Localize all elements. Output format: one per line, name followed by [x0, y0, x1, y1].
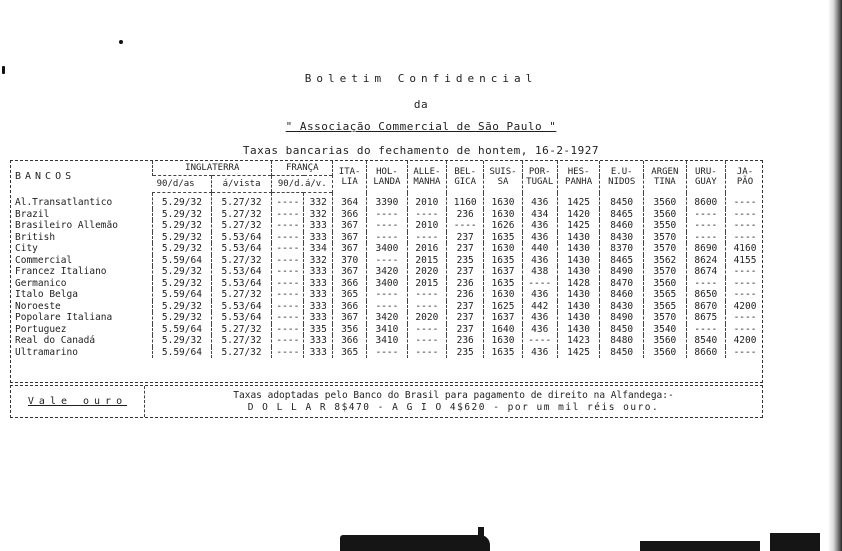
- rate-cell-fr_vista: 333: [304, 335, 333, 347]
- rate-cell-italia: 366: [333, 278, 367, 290]
- rate-cell-japao: ----: [726, 312, 764, 324]
- rate-cell-italia: 370: [333, 255, 367, 267]
- rate-cell-allemanha: 2016: [407, 243, 446, 255]
- rate-cell-italia: 367: [333, 312, 367, 324]
- rate-cell-argentina: 3540: [644, 324, 687, 336]
- association-name: " Associação Commercial de São Paulo ": [285, 120, 557, 133]
- rate-cell-italia: 364: [333, 193, 367, 209]
- column-header: 90/d.á/v.: [272, 176, 333, 193]
- table-row: [11, 266, 764, 278]
- rate-cell-hollanda: 3390: [367, 193, 407, 209]
- column-header: POR- TUGAL: [522, 161, 557, 193]
- rate-cell-belgica: 235: [447, 347, 484, 359]
- column-header: ARGEN TINA: [644, 161, 687, 193]
- table-row: [11, 209, 764, 221]
- scan-speck: [119, 40, 123, 44]
- rate-cell-hollanda: 3420: [367, 312, 407, 324]
- rate-cell-uruguay: 8660: [686, 347, 725, 359]
- rate-cell-allemanha: 2010: [407, 220, 446, 232]
- rate-cell-ing_90: 5.29/32: [153, 243, 212, 255]
- vale-ouro-text: [145, 386, 762, 417]
- rate-cell-japao: ----: [726, 220, 764, 232]
- rate-cell-hespanha: 1425: [557, 347, 600, 359]
- rate-cell-suissa: 1626: [484, 220, 522, 232]
- rate-cell-ing_vista: 5.27/32: [211, 255, 272, 267]
- rate-cell-eunidos: 8480: [600, 335, 644, 347]
- rate-cell-ing_vista: 5.27/32: [211, 335, 272, 347]
- rate-cell-uruguay: ----: [686, 232, 725, 244]
- bank-name: Francez Italiano: [15, 266, 107, 278]
- rate-cell-suissa: 1637: [484, 312, 522, 324]
- rate-cell-allemanha: ----: [407, 335, 446, 347]
- rate-cell-portugal: ----: [522, 335, 557, 347]
- table-row: [11, 312, 764, 324]
- rate-cell-belgica: 237: [447, 243, 484, 255]
- rate-cell-suissa: 1635: [484, 255, 522, 267]
- rate-cell-belgica: 237: [447, 232, 484, 244]
- rate-cell-allemanha: 2010: [407, 193, 446, 209]
- rate-cell-eunidos: 8450: [600, 324, 644, 336]
- rate-cell-belgica: 236: [447, 289, 484, 301]
- rate-cell-belgica: 237: [447, 324, 484, 336]
- rate-cell-fr_vista: 333: [304, 289, 333, 301]
- rate-cell-ing_90: 5.29/32: [153, 232, 212, 244]
- rate-cell-hespanha: 1430: [557, 301, 600, 313]
- column-header: SUIS- SA: [484, 161, 522, 193]
- rate-cell-japao: 4160: [726, 243, 764, 255]
- rate-cell-fr_90: ----: [272, 347, 304, 359]
- rates-table: [11, 161, 764, 358]
- rate-cell-hollanda: ----: [367, 301, 407, 313]
- rate-cell-fr_vista: 332: [304, 193, 333, 209]
- rate-cell-belgica: 237: [447, 301, 484, 313]
- rate-cell-italia: 367: [333, 266, 367, 278]
- rate-cell-fr_90: ----: [272, 312, 304, 324]
- rate-cell-suissa: 1630: [484, 335, 522, 347]
- rate-cell-belgica: 236: [447, 209, 484, 221]
- rate-cell-fr_90: ----: [272, 289, 304, 301]
- rate-cell-eunidos: 8430: [600, 301, 644, 313]
- rate-cell-fr_vista: 333: [304, 301, 333, 313]
- bank-name: Brazil: [15, 208, 50, 220]
- bancos-header: BANCOS: [15, 170, 76, 182]
- rate-cell-suissa: 1630: [484, 289, 522, 301]
- rate-cell-ing_90: 5.29/32: [153, 209, 212, 221]
- rate-cell-uruguay: 8624: [686, 255, 725, 267]
- rate-cell-hollanda: ----: [367, 255, 407, 267]
- rate-cell-hespanha: 1430: [557, 266, 600, 278]
- rate-cell-italia: 367: [333, 243, 367, 255]
- rate-cell-uruguay: ----: [686, 209, 725, 221]
- rate-cell-japao: ----: [726, 278, 764, 290]
- rate-cell-eunidos: 8430: [600, 232, 644, 244]
- rate-cell-belgica: 236: [447, 278, 484, 290]
- rate-cell-belgica: 237: [447, 266, 484, 278]
- rate-cell-suissa: 1635: [484, 278, 522, 290]
- bank-name: City: [15, 243, 38, 255]
- rate-cell-ing_vista: 5.53/64: [211, 243, 272, 255]
- group-header-franca: FRANÇA: [272, 161, 333, 176]
- rate-cell-japao: ----: [726, 232, 764, 244]
- rate-cell-suissa: 1630: [484, 243, 522, 255]
- column-header: HOL- LANDA: [367, 161, 407, 193]
- rate-cell-fr_90: ----: [272, 209, 304, 221]
- rate-cell-japao: 4200: [726, 301, 764, 313]
- rate-cell-allemanha: 2020: [407, 266, 446, 278]
- rate-cell-allemanha: ----: [407, 209, 446, 221]
- rate-cell-fr_90: ----: [272, 193, 304, 209]
- rate-cell-fr_vista: 333: [304, 266, 333, 278]
- table-row: [11, 255, 764, 267]
- bank-name: Germanico: [15, 277, 67, 289]
- rate-cell-argentina: 3560: [644, 335, 687, 347]
- table-row: [11, 301, 764, 313]
- rate-cell-belgica: 237: [447, 312, 484, 324]
- rate-cell-argentina: 3570: [644, 243, 687, 255]
- rate-cell-portugal: 436: [522, 324, 557, 336]
- rate-cell-uruguay: ----: [686, 278, 725, 290]
- table-row: [11, 220, 764, 232]
- rate-cell-uruguay: 8670: [686, 301, 725, 313]
- table-row: [11, 347, 764, 359]
- rate-cell-uruguay: 8540: [686, 335, 725, 347]
- rate-cell-argentina: 3565: [644, 301, 687, 313]
- rate-cell-suissa: 1630: [484, 209, 522, 221]
- rate-cell-portugal: 436: [522, 347, 557, 359]
- rate-cell-eunidos: 8490: [600, 312, 644, 324]
- rate-cell-hespanha: 1423: [557, 335, 600, 347]
- rate-cell-hollanda: ----: [367, 220, 407, 232]
- column-header: ALLE- MANHA: [407, 161, 446, 193]
- rate-cell-eunidos: 8490: [600, 266, 644, 278]
- rate-cell-portugal: 436: [522, 220, 557, 232]
- rate-cell-argentina: 3560: [644, 209, 687, 221]
- rate-cell-fr_vista: 332: [304, 255, 333, 267]
- rate-cell-eunidos: 8460: [600, 289, 644, 301]
- rate-cell-uruguay: ----: [686, 220, 725, 232]
- table-row: [11, 243, 764, 255]
- rate-cell-ing_vista: 5.27/32: [211, 220, 272, 232]
- rate-cell-argentina: 3560: [644, 278, 687, 290]
- rate-cell-ing_90: 5.29/32: [153, 301, 212, 313]
- rate-cell-eunidos: 8470: [600, 278, 644, 290]
- rate-cell-portugal: 436: [522, 312, 557, 324]
- rate-cell-ing_vista: 5.27/32: [211, 324, 272, 336]
- column-header: ITA- LIA: [333, 161, 367, 193]
- column-header: URU- GUAY: [686, 161, 725, 193]
- column-header: BEL- GICA: [447, 161, 484, 193]
- rate-cell-fr_90: ----: [272, 243, 304, 255]
- rate-cell-uruguay: 8600: [686, 193, 725, 209]
- rate-cell-japao: ----: [726, 193, 764, 209]
- rate-cell-hespanha: 1430: [557, 243, 600, 255]
- rate-cell-ing_90: 5.29/32: [153, 278, 212, 290]
- vale-ouro-box: [10, 385, 763, 418]
- rate-cell-belgica: ----: [447, 220, 484, 232]
- rate-cell-argentina: 3562: [644, 255, 687, 267]
- rate-cell-ing_90: 5.29/32: [153, 193, 212, 209]
- rate-cell-hollanda: 3400: [367, 243, 407, 255]
- rate-cell-eunidos: 8465: [600, 255, 644, 267]
- vale-ouro-line-2: D O L L A R 8$470 - A G I O 4$620 - por um mil réis ouro.: [247, 402, 660, 413]
- rate-cell-hollanda: 3420: [367, 266, 407, 278]
- rate-cell-hespanha: 1430: [557, 312, 600, 324]
- document-connector: da: [413, 98, 429, 111]
- rate-cell-hespanha: 1430: [557, 324, 600, 336]
- rate-cell-japao: ----: [726, 266, 764, 278]
- scan-bottom-edge: [0, 523, 842, 551]
- rate-cell-ing_90: 5.59/64: [153, 347, 212, 359]
- rate-cell-fr_vista: 333: [304, 278, 333, 290]
- rate-cell-fr_vista: 332: [304, 209, 333, 221]
- rates-table-box: [10, 160, 763, 383]
- rate-cell-hespanha: 1428: [557, 278, 600, 290]
- rate-cell-suissa: 1635: [484, 347, 522, 359]
- rate-cell-belgica: 1160: [447, 193, 484, 209]
- rate-cell-ing_vista: 5.53/64: [211, 266, 272, 278]
- group-header-inglaterra: INGLATERRA: [153, 161, 272, 176]
- rate-cell-argentina: 3570: [644, 312, 687, 324]
- rate-cell-portugal: 438: [522, 266, 557, 278]
- rate-cell-suissa: 1625: [484, 301, 522, 313]
- rate-cell-italia: 366: [333, 335, 367, 347]
- rate-cell-ing_vista: 5.27/32: [211, 193, 272, 209]
- rate-cell-ing_vista: 5.53/64: [211, 312, 272, 324]
- rate-cell-argentina: 3550: [644, 220, 687, 232]
- rate-cell-ing_90: 5.29/32: [153, 312, 212, 324]
- document-subtitle: Taxas bancarias do fechamento de hontem, 16-2-1927: [242, 144, 600, 157]
- bank-name: Italo Belga: [15, 289, 78, 301]
- rate-cell-eunidos: 8450: [600, 193, 644, 209]
- bank-name: Brasileiro Allemão: [15, 220, 118, 232]
- rate-cell-belgica: 235: [447, 255, 484, 267]
- rate-cell-fr_90: ----: [272, 220, 304, 232]
- rate-cell-eunidos: 8460: [600, 220, 644, 232]
- rate-cell-hollanda: 3410: [367, 335, 407, 347]
- column-header: HES- PANHA: [557, 161, 600, 193]
- rate-cell-ing_90: 5.29/32: [153, 335, 212, 347]
- table-row: [11, 289, 764, 301]
- rate-cell-allemanha: 2020: [407, 312, 446, 324]
- rate-cell-argentina: 3570: [644, 266, 687, 278]
- table-row: [11, 324, 764, 336]
- bank-name: Real do Canadá: [15, 335, 96, 347]
- rate-cell-italia: 366: [333, 209, 367, 221]
- scan-shadow: [770, 533, 820, 551]
- bank-name: Popolare Italiana: [15, 312, 113, 324]
- rate-cell-eunidos: 8370: [600, 243, 644, 255]
- rate-cell-fr_vista: 333: [304, 312, 333, 324]
- bank-name: British: [15, 231, 56, 243]
- rate-cell-uruguay: ----: [686, 324, 725, 336]
- rate-cell-eunidos: 8450: [600, 347, 644, 359]
- rate-cell-suissa: 1637: [484, 266, 522, 278]
- rate-cell-allemanha: ----: [407, 289, 446, 301]
- rate-cell-japao: ----: [726, 289, 764, 301]
- rate-cell-japao: ----: [726, 324, 764, 336]
- table-row: [11, 335, 764, 347]
- rate-cell-uruguay: 8690: [686, 243, 725, 255]
- rate-cell-italia: 366: [333, 301, 367, 313]
- rate-cell-allemanha: ----: [407, 324, 446, 336]
- rate-cell-fr_vista: 334: [304, 243, 333, 255]
- rate-cell-fr_vista: 333: [304, 347, 333, 359]
- rate-cell-fr_90: ----: [272, 255, 304, 267]
- rate-cell-hespanha: 1430: [557, 255, 600, 267]
- vale-ouro-label: Vale ouro: [11, 386, 145, 417]
- document-title: Boletim Confidencial: [304, 72, 538, 85]
- rate-cell-allemanha: 2015: [407, 255, 446, 267]
- bank-name: Al.Transatlantico: [15, 197, 113, 208]
- rate-cell-allemanha: ----: [407, 232, 446, 244]
- rate-cell-suissa: 1640: [484, 324, 522, 336]
- rate-cell-ing_90: 5.59/64: [153, 255, 212, 267]
- rate-cell-allemanha: ----: [407, 347, 446, 359]
- rate-cell-hollanda: ----: [367, 289, 407, 301]
- rate-cell-uruguay: 8650: [686, 289, 725, 301]
- rate-cell-fr_90: ----: [272, 335, 304, 347]
- rate-cell-hespanha: 1425: [557, 193, 600, 209]
- rate-cell-argentina: 3570: [644, 232, 687, 244]
- vale-ouro-line-1: Taxas adoptadas pelo Banco do Brasil para pagamento de direito na Alfandega:-: [233, 390, 674, 401]
- rate-cell-fr_90: ----: [272, 266, 304, 278]
- rate-cell-italia: 365: [333, 347, 367, 359]
- rate-cell-hollanda: ----: [367, 347, 407, 359]
- rate-cell-japao: 4155: [726, 255, 764, 267]
- table-row: [11, 193, 764, 209]
- rate-cell-ing_90: 5.59/64: [153, 324, 212, 336]
- column-header: E.U- NIDOS: [600, 161, 644, 193]
- rate-cell-suissa: 1630: [484, 193, 522, 209]
- rate-cell-ing_90: 5.59/64: [153, 289, 212, 301]
- rate-cell-argentina: 3565: [644, 289, 687, 301]
- rate-cell-ing_vista: 5.53/64: [211, 278, 272, 290]
- rate-cell-ing_90: 5.29/32: [153, 220, 212, 232]
- rate-cell-hespanha: 1430: [557, 232, 600, 244]
- rate-cell-ing_90: 5.29/32: [153, 266, 212, 278]
- rate-cell-ing_vista: 5.27/32: [211, 347, 272, 359]
- bank-name: Commercial: [15, 254, 73, 266]
- rate-cell-portugal: ----: [522, 278, 557, 290]
- rate-cell-ing_vista: 5.27/32: [211, 209, 272, 221]
- rate-cell-portugal: 434: [522, 209, 557, 221]
- rate-cell-italia: 367: [333, 220, 367, 232]
- rate-cell-japao: 4200: [726, 335, 764, 347]
- column-header: JA- PÃO: [726, 161, 764, 193]
- rate-cell-hollanda: 3410: [367, 324, 407, 336]
- table-row: [11, 232, 764, 244]
- scan-shadow: [478, 527, 484, 551]
- rate-cell-allemanha: ----: [407, 301, 446, 313]
- bank-name: Ultramarino: [15, 346, 78, 358]
- scan-shadow: [640, 541, 760, 551]
- rate-cell-uruguay: 8675: [686, 312, 725, 324]
- rate-cell-japao: ----: [726, 347, 764, 359]
- rate-cell-uruguay: 8674: [686, 266, 725, 278]
- bank-name: Noroeste: [15, 300, 61, 312]
- rate-cell-portugal: 442: [522, 301, 557, 313]
- rate-cell-fr_vista: 333: [304, 232, 333, 244]
- rate-cell-hespanha: 1425: [557, 220, 600, 232]
- scan-shadow: [340, 535, 490, 551]
- rate-cell-hollanda: 3400: [367, 278, 407, 290]
- rate-cell-portugal: 436: [522, 289, 557, 301]
- column-header: 90/d/as: [153, 176, 212, 193]
- rate-cell-italia: 367: [333, 232, 367, 244]
- rate-cell-ing_vista: 5.27/32: [211, 289, 272, 301]
- rate-cell-fr_90: ----: [272, 324, 304, 336]
- rate-cell-fr_vista: 333: [304, 220, 333, 232]
- rate-cell-hespanha: 1430: [557, 289, 600, 301]
- rate-cell-hollanda: ----: [367, 232, 407, 244]
- rate-cell-portugal: 436: [522, 232, 557, 244]
- rate-cell-portugal: 436: [522, 255, 557, 267]
- rate-cell-ing_vista: 5.53/64: [211, 232, 272, 244]
- rate-cell-fr_90: ----: [272, 232, 304, 244]
- table-row: [11, 278, 764, 290]
- column-header: á/vista: [211, 176, 272, 193]
- rate-cell-portugal: 436: [522, 193, 557, 209]
- rate-cell-italia: 365: [333, 289, 367, 301]
- rate-cell-hespanha: 1420: [557, 209, 600, 221]
- rate-cell-argentina: 3560: [644, 193, 687, 209]
- rate-cell-hollanda: ----: [367, 209, 407, 221]
- rate-cell-fr_90: ----: [272, 278, 304, 290]
- rate-cell-fr_90: ----: [272, 301, 304, 313]
- rate-cell-italia: 356: [333, 324, 367, 336]
- rate-cell-suissa: 1635: [484, 232, 522, 244]
- bank-name: Portuguez: [15, 323, 67, 335]
- rate-cell-argentina: 3560: [644, 347, 687, 359]
- rate-cell-ing_vista: 5.53/64: [211, 301, 272, 313]
- rate-cell-allemanha: 2015: [407, 278, 446, 290]
- rate-cell-belgica: 236: [447, 335, 484, 347]
- rate-cell-eunidos: 8465: [600, 209, 644, 221]
- rate-cell-japao: ----: [726, 209, 764, 221]
- rate-cell-fr_vista: 335: [304, 324, 333, 336]
- rate-cell-portugal: 440: [522, 243, 557, 255]
